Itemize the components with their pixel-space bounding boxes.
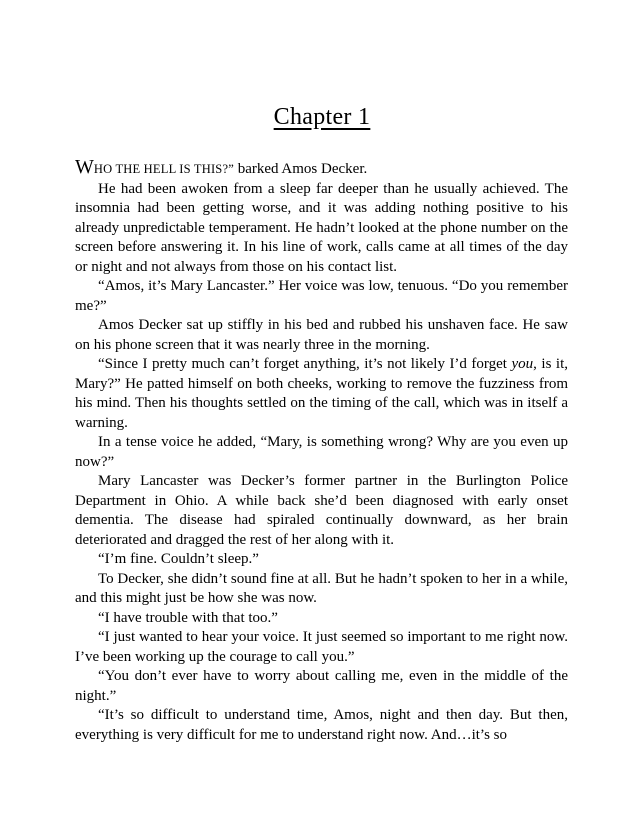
paragraph: “I just wanted to hear your voice. It just seemed so important to me right now. I’ve been working up the courage to call you.” [75,629,568,665]
paragraph: “Amos, it’s Mary Lancaster.” Her voice was low, tenuous. “Do you remember me?” [75,278,568,314]
paragraph: “I’m fine. Couldn’t sleep.” [98,551,259,567]
paragraph: Mary Lancaster was Decker’s former partner in the Burlington Police Department in Ohio. A while back she’d been diagnosed with early onset dementia. The disease had spiraled continually downward, as her brain deteriorated and dragged the rest of her along with it. [75,473,568,548]
paragraph: He had been awoken from a sleep far deeper than he usually achieved. The insomnia had been getting worse, and it was adding nothing positive to his already unpredictable temperament. He hadn’t looked at the phone number on the screen before answering it. In his line of work, calls came at all times of the day or night and not always from those on his contact list. [75,180,568,275]
italic-word: you [511,356,534,372]
chapter-title-text: Chapter 1 [273,104,371,130]
paragraph-with-italic [75,355,568,433]
opening-rest: barked Amos Decker. [233,161,368,177]
paragraph: “It’s so difficult to understand time, Amos, night and then day. But then, everything is very difficult for me to understand right now. And…it’s so [75,707,568,743]
paragraph: In a tense voice he added, “Mary, is something wrong? Why are you even up now?” [75,434,568,470]
paragraph-opening [75,157,568,180]
lead-capital: W [75,156,94,178]
body-text [75,157,568,745]
paragraph: “I have trouble with that too.” [98,609,278,626]
paragraph: Amos Decker sat up stiffly in his bed and rubbed his unshaven face. He saw on his phone screen that it was nearly three in the morning. [75,317,568,353]
paragraph: To Decker, she didn’t sound fine at all. But he hadn’t spoken to her in a while, and this might just be how she was now. [75,570,568,606]
paragraph: “You don’t ever have to worry about calling me, even in the middle of the night.” [75,668,568,704]
chapter-heading [0,104,644,131]
paragraph-segment: , is it, Mary?” He patted himself on both cheeks, working to remove the fuzziness from his mind. Then his thoughts settled on the timing of the call, which was in itself a warning. [75,356,568,431]
paragraph-segment: “Since I pretty much can’t forget anything, it’s not likely I’d forget [98,356,512,372]
small-caps-run: HO THE HELL IS THIS?” [93,162,234,176]
